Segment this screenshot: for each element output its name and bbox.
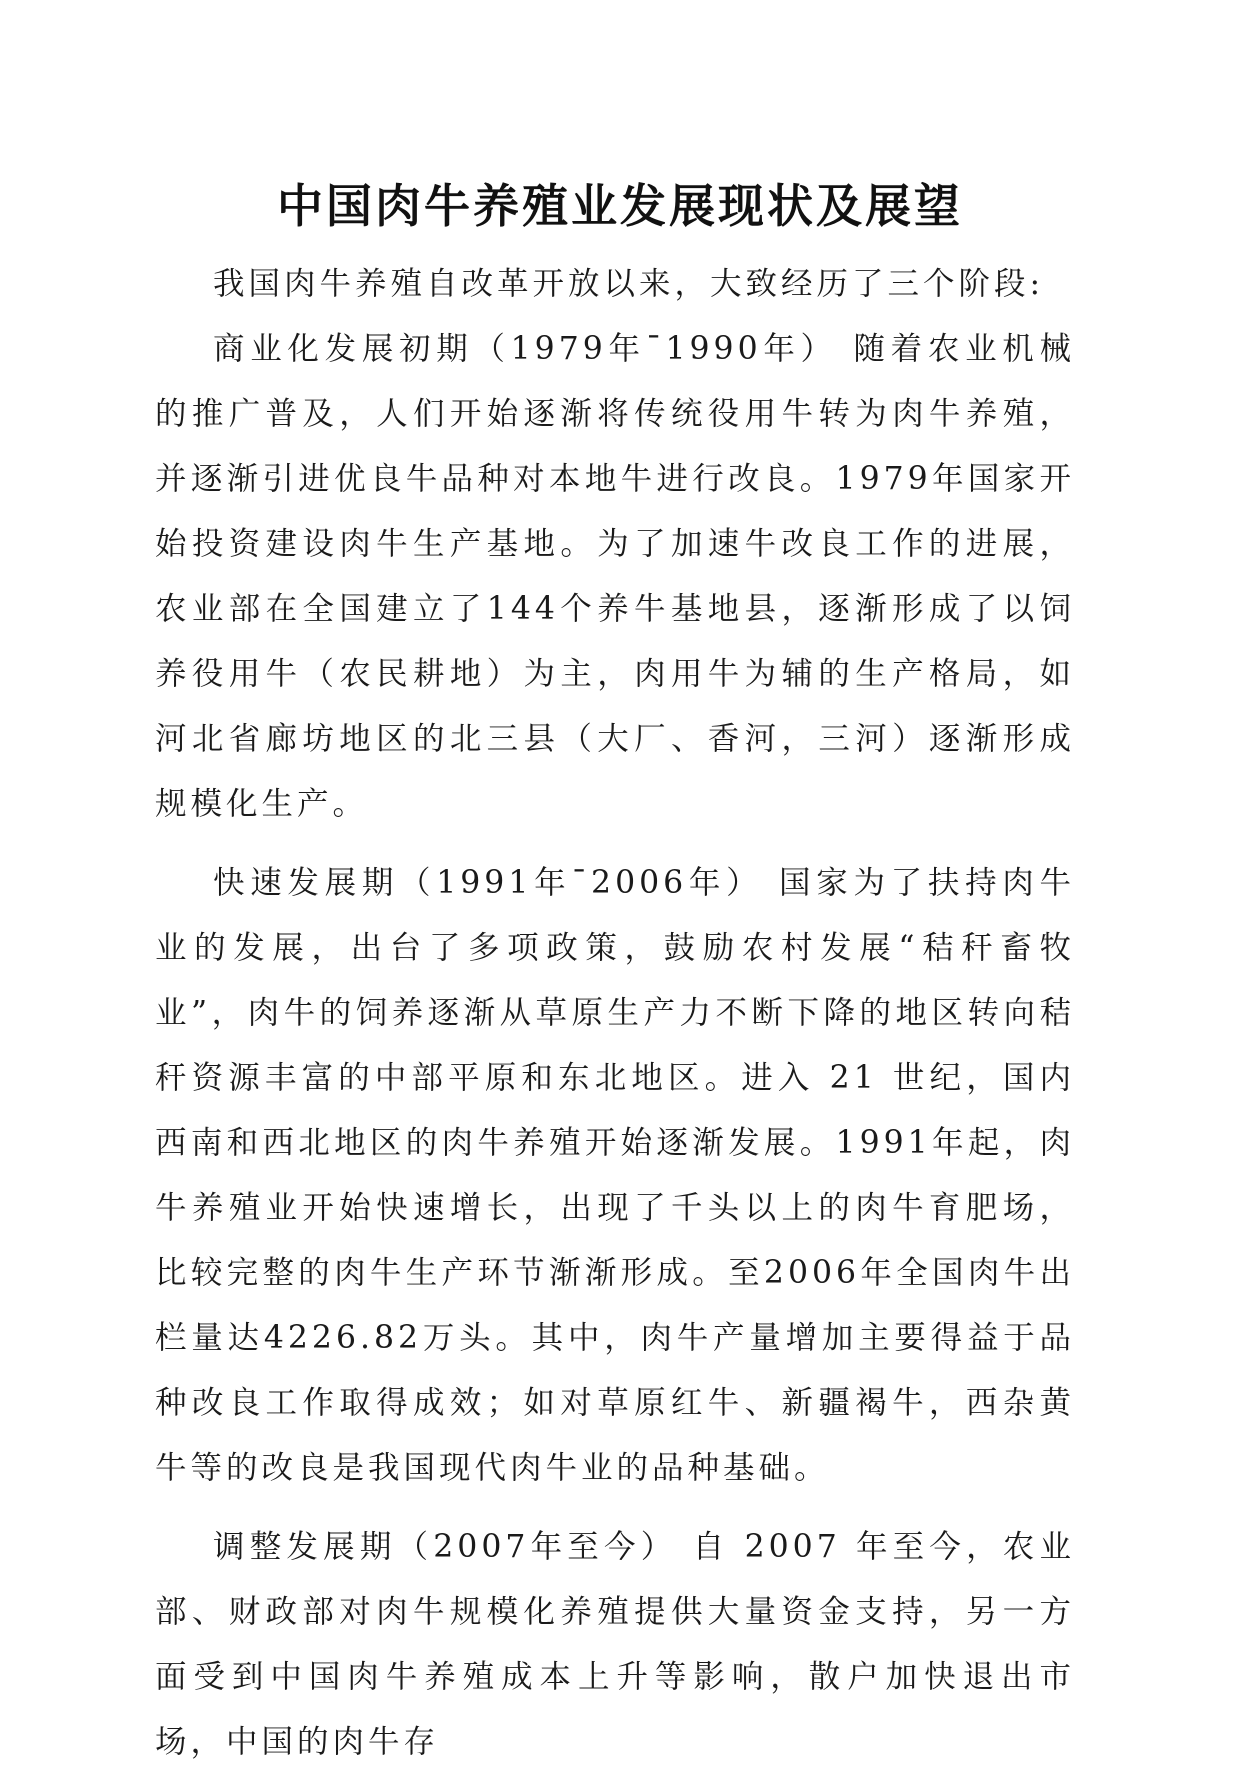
intro-paragraph: 我国肉牛养殖自改革开放以来，大致经历了三个阶段: (213, 266, 1045, 302)
document-title: 中国肉牛养殖业发展现状及展望 (277, 179, 963, 233)
section-label: 调整发展期（2007年至今） (213, 1529, 678, 1565)
section-paragraph-commercial-early (155, 317, 1075, 837)
section-text: 自 2007 年至今，农业部、财政部对肉牛规模化养殖提供大量资金支持，另一方面受到中国肉牛养殖成本上升等影响，散户加快退出市场，中国的肉牛存 (155, 1529, 1075, 1760)
section-text: 随着农业机械的推广普及，人们开始逐渐将传统役用牛转为肉牛养殖，并逐渐引进优良牛品种对本地牛进行改良。1979年国家开始投资建设肉牛生产基地。为了加速牛改良工作的进展，农业部在全国建立了144个养牛基地县，逐渐形成了以饲养役用牛（农民耕地）为主，肉用牛为辅的生产格局，如河北省廊坊地区的北三县（大厂、香河，三河）逐渐形成规模化生产。 (155, 331, 1075, 822)
section-label: 快速发展期（1991年¯2006年） (213, 865, 764, 901)
document-body (155, 252, 1075, 1775)
section-text: 国家为了扶持肉牛业的发展，出台了多项政策，鼓励农村发展“秸秆畜牧业”，肉牛的饲养逐渐从草原生产力不断下降的地区转向秸秆资源丰富的中部平原和东北地区。进入 21 世纪，国内西南和西北地区的肉牛养殖开始逐渐发展。1991年起，肉牛养殖业开始快速增长，出现了千头以上的肉牛育肥场，比较完整的肉牛生产环节渐渐形成。至2006年全国肉牛出栏量达4226.82万头。其中，肉牛产量增加主要得益于品种改良工作取得成效；如对草原红牛、新疆褐牛，西杂黄牛等的改良是我国现代肉牛业的品种基础。 (155, 865, 1075, 1486)
section-label: 商业化发展初期（1979年¯1990年） (213, 331, 838, 367)
section-paragraph-adjustment (155, 1515, 1075, 1775)
section-paragraph-rapid-growth (155, 851, 1075, 1501)
